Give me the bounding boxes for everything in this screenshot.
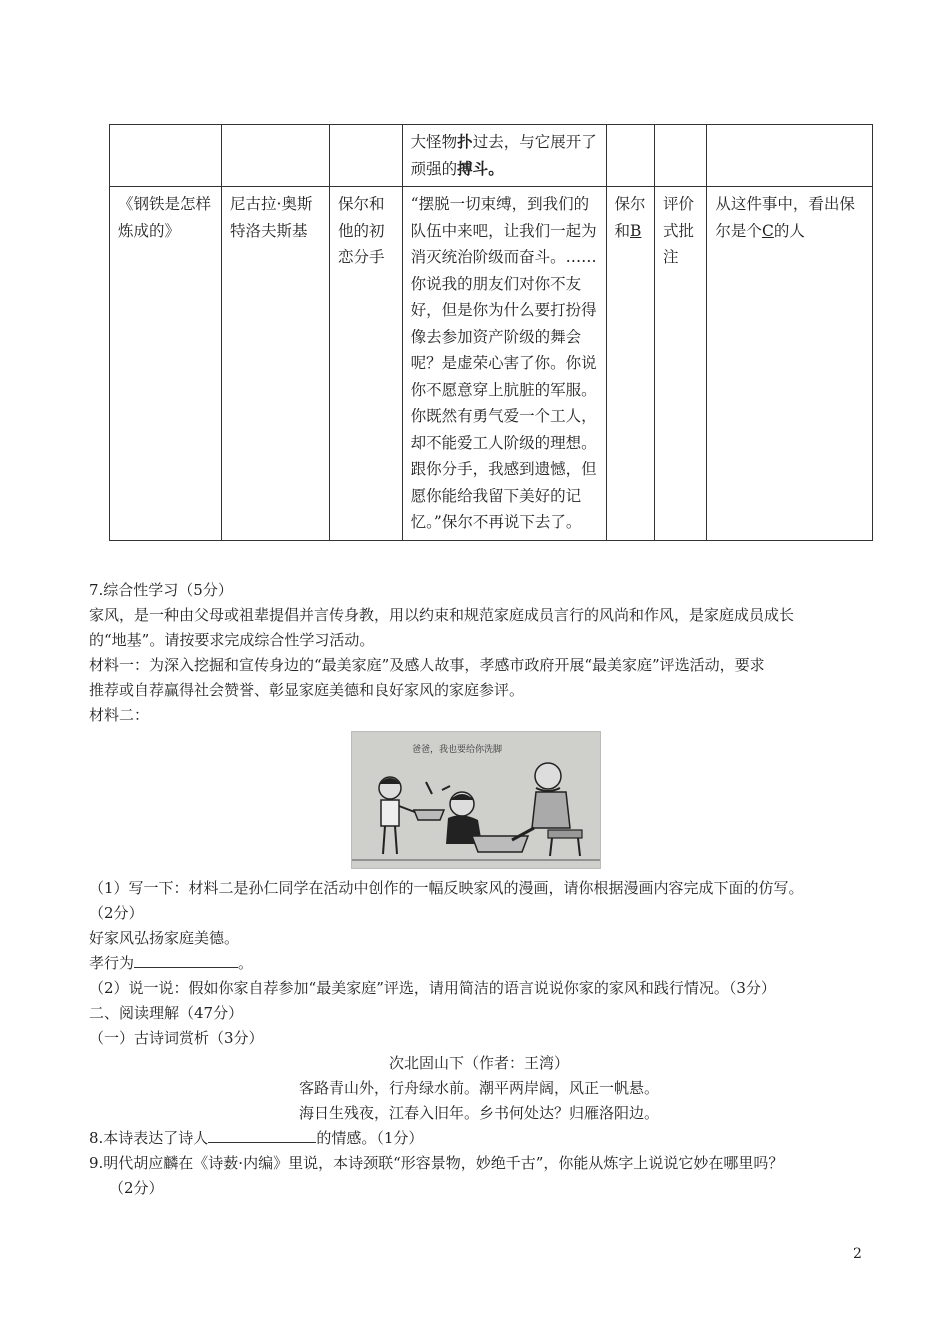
poem-title: 次北固山下（作者：王湾） — [388, 1054, 569, 1072]
chapter-cell: 保尔和他的初恋分手 — [330, 187, 403, 541]
material-one: 推荐或自荐赢得社会赞誉、彰显家庭美德和良好家风的家庭参评。 — [89, 681, 525, 699]
q9-score: （2分） — [109, 1179, 164, 1197]
q8: 8.本诗表达了诗人 的情感。（1分） — [89, 1126, 869, 1150]
bold-word: 扑 — [457, 132, 473, 151]
method-cell — [654, 125, 706, 187]
answer-blank[interactable] — [134, 951, 238, 968]
material-two-label: 材料二： — [89, 706, 150, 724]
characters-cell — [606, 125, 654, 187]
q9: 9.明代胡应麟在《诗薮·内编》里说，本诗颈联“形容景物，妙绝千古”，你能从炼字上说说它妙在哪里吗？ — [89, 1154, 784, 1172]
poem-line: 海日生残夜，江春入旧年。乡书何处达？归雁洛阳边。 — [298, 1104, 659, 1122]
page-number: 2 — [853, 1246, 862, 1262]
reading-notes-table — [109, 124, 873, 541]
comment-cell: 从这件事中，看出保尔是个C的人 — [707, 187, 873, 541]
cartoon-drawing — [352, 732, 600, 868]
blank-b: B — [630, 221, 642, 240]
chapter-cell — [330, 125, 403, 187]
table-row — [110, 125, 873, 187]
q7-sub1: （1）写一下：材料二是孙仁同学在活动中创作的一幅反映家风的漫画，请你根据漫画内容完成下面的仿写。 — [89, 879, 804, 897]
material-one: 材料一：为深入挖掘和宣传身边的“最美家庭”及感人故事，孝感市政府开展“最美家庭”评选活动，要求 — [89, 656, 765, 674]
author-cell — [222, 125, 330, 187]
method-cell: 评价式批注 — [654, 187, 706, 541]
comment-cell — [707, 125, 873, 187]
q7-sub1-score: （2分） — [89, 904, 144, 922]
blank-c: C — [761, 221, 774, 240]
cartoon-caption: 爸爸，我也要给你洗脚 — [412, 745, 503, 755]
q7-sub1-answer: 孝行为 。 — [89, 951, 869, 975]
poem-line: 客路青山外，行舟绿水前。潮平两岸阔，风正一帆悬。 — [298, 1079, 659, 1097]
family-cartoon-image — [351, 731, 601, 869]
answer-blank[interactable] — [208, 1126, 316, 1143]
excerpt-cell: “摆脱一切束缚，到我们的队伍中来吧，让我们一起为消灭统治阶级而奋斗。……你说我的朋友们对你不友好，但是你为什么要打扮得像去参加资产阶级的舞会呢？是虚荣心害了你。你说你不愿意穿上肮脏的军服。你既然有勇气爱一个工人，却不能爱工人阶级的理想。跟你分手，我感到遗憾，但愿你能给我留下美好的记忆。”保尔不再说下去了。 — [402, 187, 606, 541]
table-row — [110, 187, 873, 541]
section-heading: （一）古诗词赏析（3分） — [89, 1029, 264, 1047]
q7-intro: 的“地基”。请按要求完成综合性学习活动。 — [89, 631, 375, 649]
book-cell — [110, 125, 222, 187]
bold-word: 搏斗 — [457, 158, 489, 178]
excerpt-cell: 大怪物扑过去，与它展开了顽强的搏斗。 — [402, 125, 606, 187]
characters-cell: 保尔和B — [606, 187, 654, 541]
author-cell: 尼古拉·奥斯特洛夫斯基 — [222, 187, 330, 541]
q7-sub1-example: 好家风弘扬家庭美德。 — [89, 929, 240, 947]
part2-heading: 二、阅读理解（47分） — [89, 1004, 244, 1022]
q7-title: 7.综合性学习（5分） — [89, 581, 233, 599]
q7-intro: 家风，是一种由父母或祖辈提倡并言传身教，用以约束和规范家庭成员言行的风尚和作风，是家庭成员成长 — [89, 606, 795, 624]
book-cell: 《钢铁是怎样炼成的》 — [110, 187, 222, 541]
q7-sub2: （2）说一说：假如你家自荐参加“最美家庭”评选，请用简洁的语言说说你家的家风和践行情况。（3分） — [89, 979, 776, 997]
